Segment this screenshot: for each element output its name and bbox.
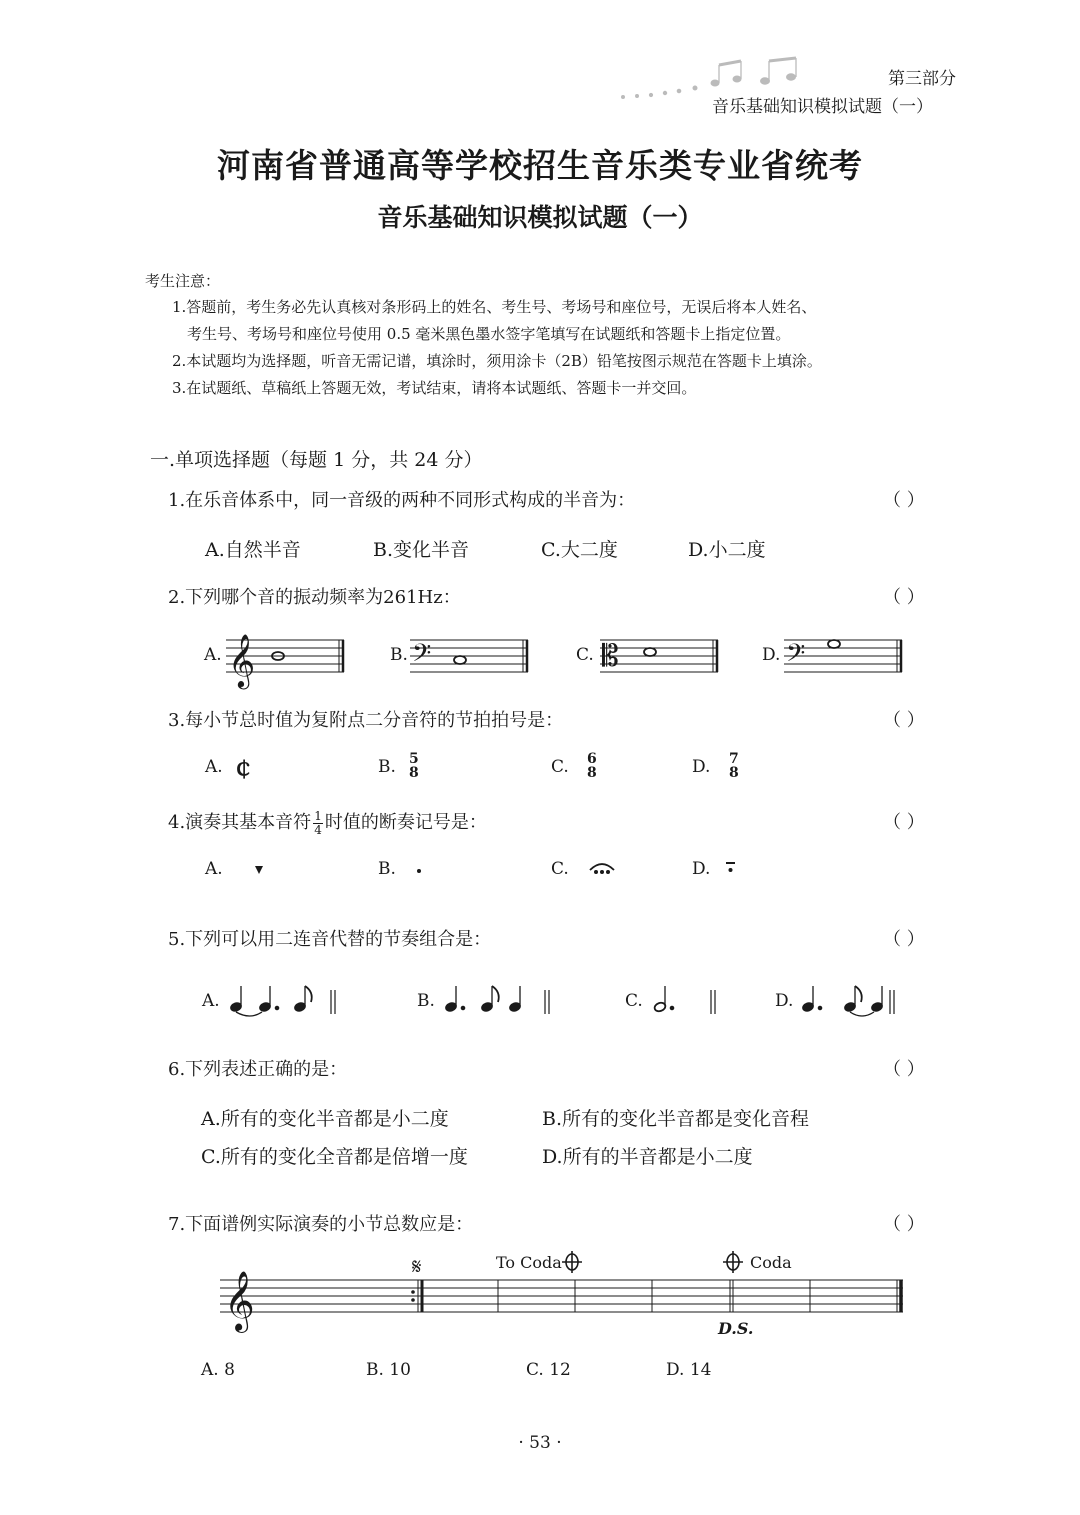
q7-to-coda: To Coda bbox=[496, 1253, 562, 1272]
answer-paren-6: （ ） bbox=[883, 1059, 925, 1080]
q2-label-b: B. bbox=[390, 645, 408, 665]
q4-portato-marks bbox=[588, 858, 618, 878]
q1-option-c: C.大二度 bbox=[541, 539, 618, 561]
q5-rhythm-d bbox=[800, 982, 910, 1018]
notice-item-3: 3.在试题纸、草稿纸上答题无效，考试结束，请将本试题纸、答题卡一并交回。 bbox=[172, 379, 697, 397]
svg-text:𝄢: 𝄢 bbox=[786, 639, 806, 674]
svg-text:𝄋: 𝄋 bbox=[412, 1255, 422, 1280]
answer-paren-2: （ ） bbox=[883, 587, 925, 608]
q3-label-a: A. bbox=[205, 757, 223, 777]
answer-paren-1: （ ） bbox=[883, 490, 925, 511]
question-5: 5.下列可以用二连音代替的节奏组合是： bbox=[168, 929, 492, 950]
q3-meter-5-8-den: 8 bbox=[409, 765, 419, 781]
q7-score-staff bbox=[220, 1248, 910, 1338]
q4-text-before: 4.演奏其基本音符 bbox=[168, 812, 312, 833]
q3-meter-7-8 bbox=[729, 752, 739, 780]
q3-meter-5-8 bbox=[409, 752, 419, 780]
answer-paren-7: （ ） bbox=[883, 1214, 925, 1235]
q1-option-b: B.变化半音 bbox=[373, 539, 470, 561]
q2-staff-a-treble-c bbox=[226, 633, 346, 687]
q7-option-b: B. 10 bbox=[366, 1360, 411, 1380]
q2-label-a: A. bbox=[204, 645, 222, 665]
q3-label-b: B. bbox=[378, 757, 396, 777]
q4-frac-num: 1 bbox=[314, 808, 322, 823]
svg-text:𝄢: 𝄢 bbox=[412, 639, 432, 674]
q6-option-d: D.所有的半音都是小二度 bbox=[542, 1146, 753, 1168]
notice-heading: 考生注意： bbox=[145, 272, 221, 290]
q4-fraction bbox=[313, 810, 323, 837]
question-4 bbox=[168, 808, 487, 837]
q5-rhythm-a bbox=[228, 982, 348, 1018]
q5-label-d: D. bbox=[775, 991, 794, 1011]
svg-text:𝄞: 𝄞 bbox=[228, 633, 256, 687]
q4-label-d: D. bbox=[692, 859, 711, 879]
q2-label-d: D. bbox=[762, 645, 781, 665]
question-3: 3.每小节总时值为复附点二分音符的节拍拍号是： bbox=[168, 710, 564, 731]
q5-label-b: B. bbox=[417, 991, 435, 1011]
q6-option-b: B.所有的变化半音都是变化音程 bbox=[542, 1108, 810, 1130]
question-6: 6.下列表述正确的是： bbox=[168, 1059, 348, 1080]
q4-frac-den: 4 bbox=[314, 822, 322, 837]
q7-option-a: A. 8 bbox=[201, 1360, 235, 1380]
question-2: 2.下列哪个音的振动频率为261Hz： bbox=[168, 587, 461, 608]
header-subtitle: 音乐基础知识模拟试题（一） bbox=[712, 97, 933, 117]
q3-meter-5-8-num: 5 bbox=[409, 751, 419, 767]
page-title: 河南省普通高等学校招生音乐类专业省统考 bbox=[217, 146, 863, 185]
q3-meter-7-8-num: 7 bbox=[729, 751, 739, 767]
q3-meter-6-8-den: 8 bbox=[587, 765, 597, 781]
q3-label-c: C. bbox=[551, 757, 569, 777]
notice-item-2: 2.本试题均为选择题，听音无需记谱，填涂时，须用涂卡（2B）铅笔按图示规范在答题卡上填涂。 bbox=[172, 352, 822, 370]
q4-staccato-dot bbox=[414, 866, 424, 876]
page-number: · 53 · bbox=[518, 1433, 562, 1453]
section-heading: 一.单项选择题（每题 1 分，共 24 分） bbox=[150, 449, 483, 471]
q4-label-c: C. bbox=[551, 859, 569, 879]
q6-option-a: A.所有的变化半音都是小二度 bbox=[201, 1108, 449, 1130]
q7-coda: Coda bbox=[750, 1253, 792, 1272]
q1-option-a: A.自然半音 bbox=[205, 539, 301, 561]
q5-label-a: A. bbox=[202, 991, 220, 1011]
header-part: 第三部分 bbox=[888, 69, 956, 89]
q4-text-after: 时值的断奏记号是： bbox=[324, 812, 487, 833]
q3-label-d: D. bbox=[692, 757, 711, 777]
q3-meter-7-8-den: 8 bbox=[729, 765, 739, 781]
svg-text:𝄡: 𝄡 bbox=[602, 639, 619, 674]
q1-option-d: D.小二度 bbox=[688, 539, 766, 561]
q7-ds: D.S. bbox=[718, 1319, 754, 1338]
answer-paren-3: （ ） bbox=[883, 710, 925, 731]
q4-tenuto-staccato bbox=[725, 860, 737, 876]
q3-meter-6-8 bbox=[587, 752, 597, 780]
q2-staff-c-tenor-c bbox=[600, 636, 720, 686]
q2-staff-d-bass-c bbox=[784, 636, 904, 686]
svg-text:𝄞: 𝄞 bbox=[224, 1271, 255, 1331]
page-subtitle: 音乐基础知识模拟试题（一） bbox=[377, 203, 703, 232]
q2-label-c: C. bbox=[576, 645, 594, 665]
q5-rhythm-b bbox=[443, 982, 563, 1018]
q7-option-d: D. 14 bbox=[666, 1360, 712, 1380]
q4-staccatissimo-wedge bbox=[254, 864, 266, 876]
notice-item-1-cont: 考生号、考场号和座位号使用 0.5 毫米黑色墨水签字笔填写在试题纸和答题卡上指定位置。 bbox=[187, 325, 791, 343]
q5-rhythm-c bbox=[651, 982, 731, 1018]
q7-option-c: C. 12 bbox=[526, 1360, 571, 1380]
notice-item-1: 1.答题前，考生务必先认真核对条形码上的姓名、考生号、考场号和座位号，无误后将本人姓名、 bbox=[172, 298, 817, 316]
q4-label-b: B. bbox=[378, 859, 396, 879]
q3-meter-cut-time: ￠ bbox=[232, 757, 255, 783]
q4-label-a: A. bbox=[205, 859, 223, 879]
q2-staff-b-bass-c bbox=[410, 636, 530, 686]
question-1: 1.在乐音体系中，同一音级的两种不同形式构成的半音为： bbox=[168, 490, 636, 511]
question-7: 7.下面谱例实际演奏的小节总数应是： bbox=[168, 1214, 474, 1235]
q5-label-c: C. bbox=[625, 991, 643, 1011]
answer-paren-5: （ ） bbox=[883, 929, 925, 950]
q3-meter-6-8-num: 6 bbox=[587, 751, 597, 767]
q6-option-c: C.所有的变化全音都是倍增一度 bbox=[201, 1146, 468, 1168]
answer-paren-4: （ ） bbox=[883, 812, 925, 833]
